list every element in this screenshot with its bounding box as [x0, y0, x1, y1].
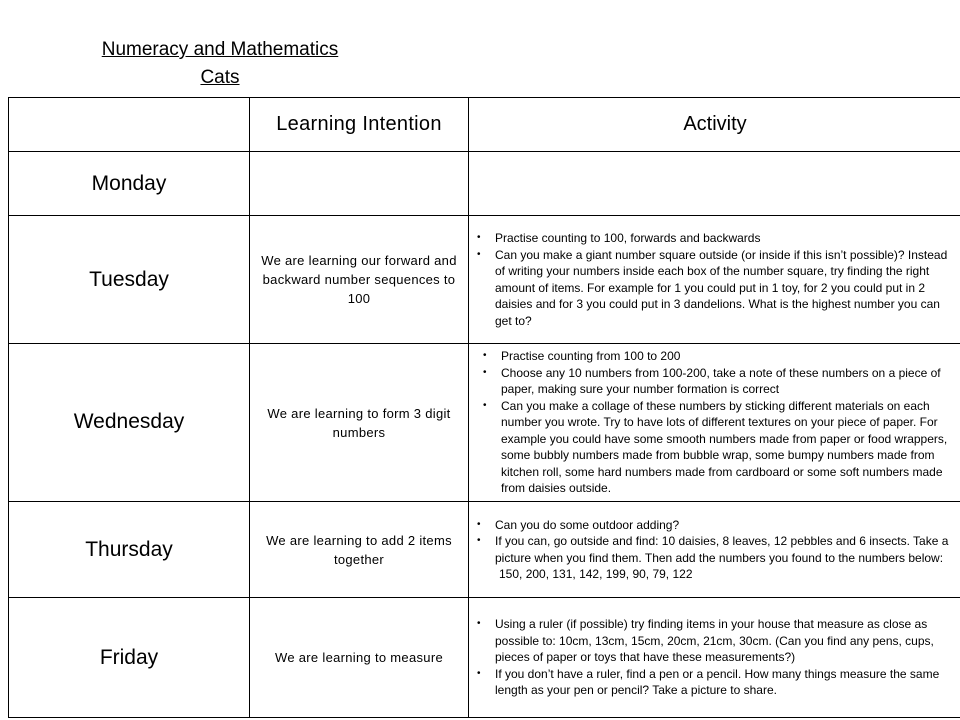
- activity-item: • Can you do some outdoor adding?: [495, 517, 957, 534]
- numbers-list: 150, 200, 131, 142, 199, 90, 79, 122: [499, 567, 693, 581]
- day-tuesday: Tuesday: [9, 216, 250, 344]
- header-activity: Activity: [469, 98, 960, 152]
- activity-item: • Using a ruler (if possible) try finding items in your house that measure as close as possible to: 10cm, 13cm, 15cm, 20cm, 21cm, 30cm. (Can you find any pens, cups, pieces of paper or toys that have these measurements?): [495, 616, 957, 666]
- row-tuesday: [9, 216, 960, 344]
- learning-intention-friday: We are learning to measure: [250, 598, 469, 718]
- day-wednesday: Wednesday: [9, 344, 250, 502]
- activity-friday: [469, 598, 960, 718]
- lesson-plan-table: [8, 97, 960, 718]
- activity-wednesday: [469, 344, 960, 502]
- header-learning-intention: Learning Intention: [250, 98, 469, 152]
- learning-intention-wednesday: We are learning to form 3 digit numbers: [250, 344, 469, 502]
- header-day-cell: [9, 98, 250, 152]
- activity-monday: [469, 152, 960, 216]
- day-thursday: Thursday: [9, 502, 250, 598]
- header-row: [9, 98, 960, 152]
- activity-thursday: [469, 502, 960, 598]
- activity-item: • Practise counting from 100 to 200: [501, 348, 957, 365]
- activity-item: • If you don’t have a ruler, find a pen or a pencil. How many things measure the same length as your pen or pencil? Take a picture to share.: [495, 666, 957, 699]
- learning-intention-monday: [250, 152, 469, 216]
- activity-item: • Practise counting to 100, forwards and backwards: [495, 230, 957, 247]
- day-monday: Monday: [9, 152, 250, 216]
- activity-item: • If you can, go outside and find: 10 daisies, 8 leaves, 12 pebbles and 6 insects. Take a picture when you find them. Then add the numbers you found to the numbers below:: [495, 533, 957, 566]
- activity-item: • Can you make a collage of these numbers by sticking different materials on each number you wrote. Try to have lots of different textures on your piece of paper. For example you could have some smooth numbers made from paper or food wrappers, some bubbly numbers made from bubble wrap, some bumpy numbers made from kitchen roll, some hard numbers made from cardboard or some soft numbers made from daisies outside.: [501, 398, 957, 497]
- row-friday: [9, 598, 960, 718]
- learning-intention-tuesday: We are learning our forward and backward number sequences to 100: [250, 216, 469, 344]
- day-friday: Friday: [9, 598, 250, 718]
- row-monday: [9, 152, 960, 216]
- document-title: Numeracy and Mathematics: [101, 39, 339, 60]
- row-thursday: [9, 502, 960, 598]
- learning-intention-thursday: We are learning to add 2 items together: [250, 502, 469, 598]
- activity-item: • Can you make a giant number square outside (or inside if this isn’t possible)? Instead of writing your numbers inside each box of the number square, try finding the right amount of items. For example for 1 you could put in 1 toy, for 2 you could put in 2 daisies and for 3 you could put in 3 dandelions. What is the highest number you can get to?: [495, 247, 957, 330]
- document-subtitle: Cats: [200, 67, 240, 88]
- activity-tuesday: [469, 216, 960, 344]
- activity-item: • Choose any 10 numbers from 100-200, take a note of these numbers on a piece of paper, making sure your number formation is correct: [501, 365, 957, 398]
- row-wednesday: [9, 344, 960, 502]
